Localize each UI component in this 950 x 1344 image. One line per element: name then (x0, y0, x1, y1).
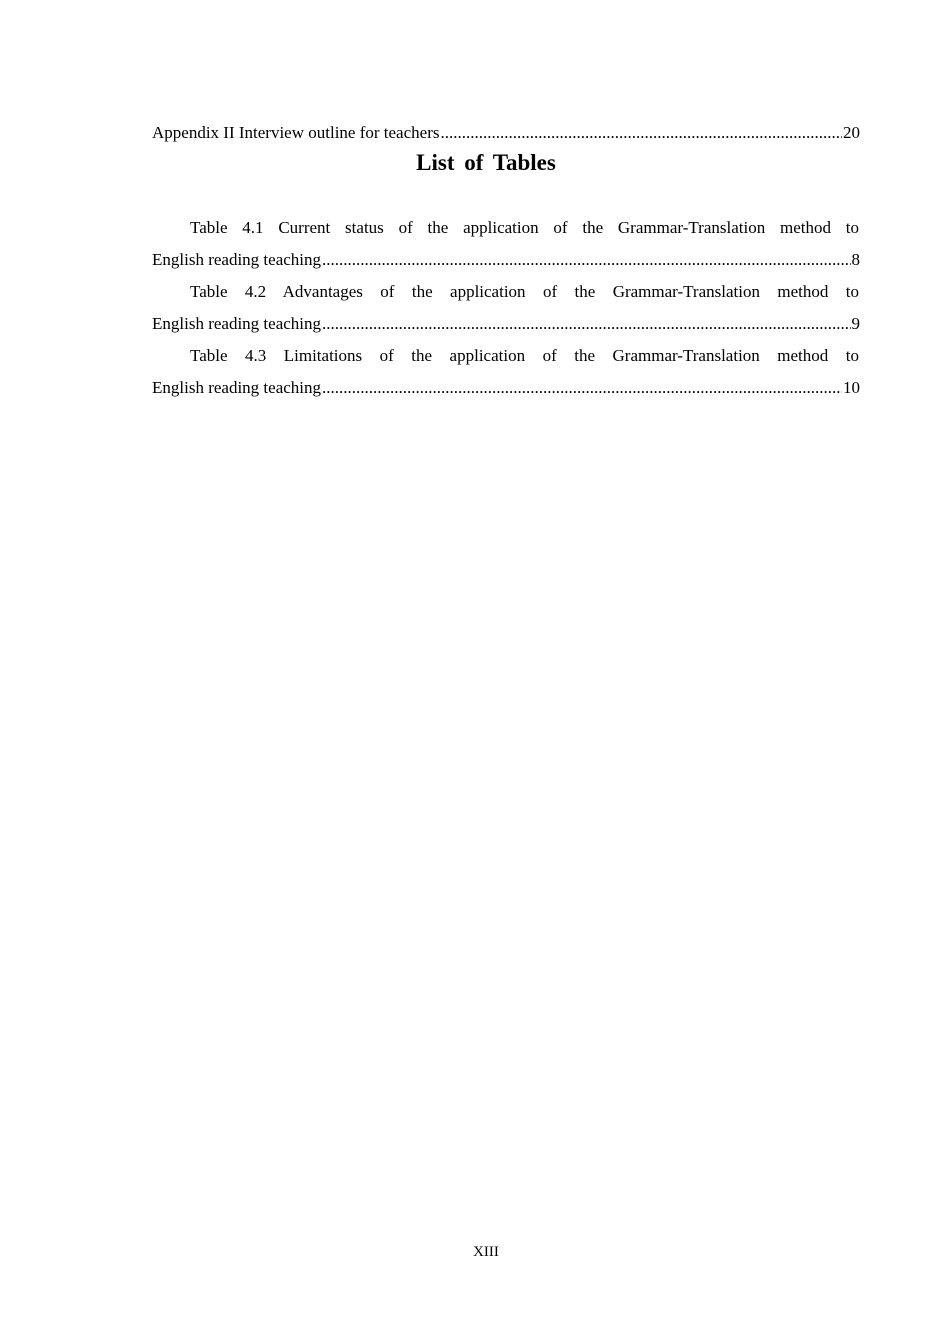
dot-leader (440, 123, 842, 143)
dot-leader (322, 314, 850, 334)
toc-entry-appendix-ii[interactable] (152, 123, 860, 143)
table-entry-4-2-second-line[interactable] (152, 314, 860, 334)
page-footer-number: XIII (473, 1244, 499, 1260)
table-entry-4-2-first-line[interactable]: Table 4.2 Advantages of the application of the Grammar-Translation method to (190, 282, 859, 301)
table-entry-title-continuation: English reading teaching (152, 378, 322, 397)
table-entry-4-1-first-line[interactable]: Table 4.1 Current status of the application of the Grammar-Translation method to (190, 218, 859, 237)
table-entry-page-number: 9 (851, 314, 860, 333)
dot-leader (322, 378, 842, 398)
table-entry-title-continuation: English reading teaching (152, 250, 322, 269)
table-entry-page-number: 8 (851, 250, 860, 269)
list-of-tables-heading: List of Tables (416, 150, 556, 175)
dot-leader (322, 250, 850, 270)
table-entry-4-3-first-line[interactable]: Table 4.3 Limitations of the application of the Grammar-Translation method to (190, 346, 859, 365)
toc-entry-page-number: 20 (843, 123, 860, 142)
toc-entry-title: Appendix II Interview outline for teachers (152, 123, 440, 142)
table-entry-page-number: 10 (843, 378, 860, 397)
table-entry-4-3-second-line[interactable] (152, 378, 860, 398)
table-entry-title-continuation: English reading teaching (152, 314, 322, 333)
table-entry-4-1-second-line[interactable] (152, 250, 860, 270)
